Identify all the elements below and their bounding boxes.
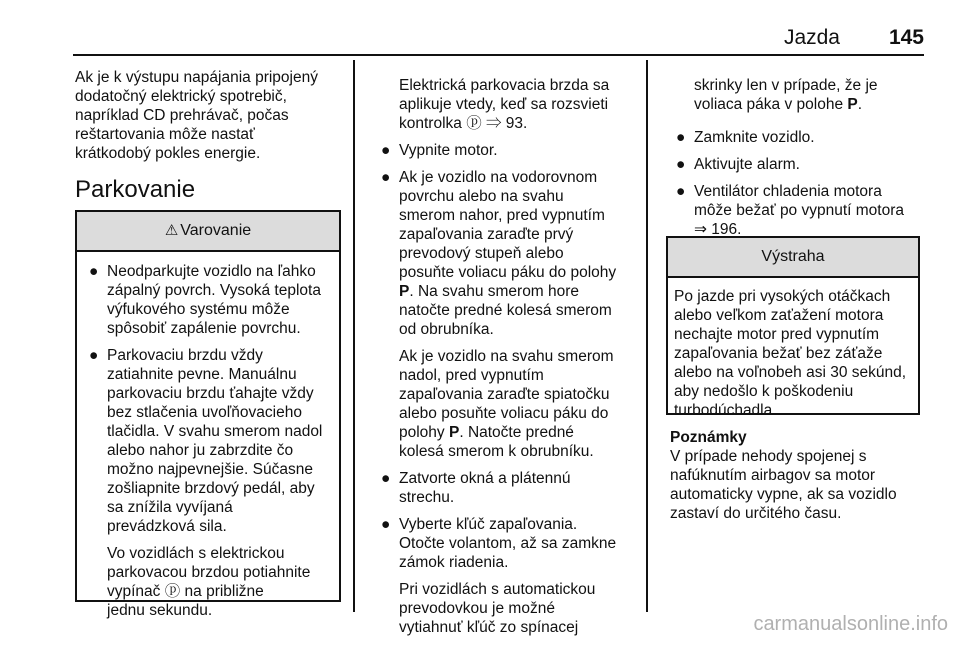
list-item-text: Zatvorte okná a plátennú strechu.	[399, 470, 571, 506]
bullet-text: Parkovaciu brzdu vždy zatiahnite pevne. Manuálnu parkovaciu brzdu ťahajte vždy bez stlačenia uvoľňovacieho tlačidla. V svahu smerom nadol alebo nahor ju zabrzdite čo možno najpevnejšie. Súčasne zošliapnite brzdový pedál, aby sa znížila vyvíjaná prevádzková sila.	[107, 347, 323, 535]
list-item-text: Ventilátor chladenia motora môže bežať po vypnutí motora ⇒ 196.	[694, 183, 905, 238]
warning-bullet	[83, 262, 333, 338]
col1-intro	[75, 68, 340, 171]
list-paragraph: Pri vozidlách s automatickou prevodovkou je možné vytiahnuť kľúč zo spínacej	[399, 581, 596, 636]
warning-box	[75, 210, 341, 619]
chapter-title: Jazda	[783, 26, 840, 49]
bullet-dot: ●	[89, 263, 99, 280]
col3	[670, 76, 920, 247]
list-item	[375, 515, 627, 572]
list-item-text: Zamknite vozidlo.	[694, 129, 815, 146]
warning-title: Varovanie	[180, 222, 252, 239]
list-item-text: Vypnite motor.	[399, 142, 498, 159]
column-divider	[646, 60, 648, 612]
continued-paragraph: Elektrická parkovacia brzda sa aplikuje vtedy, keď sa rozsvieti kontrolka ⓟ ⇒ 93.	[399, 77, 610, 132]
header-rule	[73, 54, 924, 56]
list-item-text: Vyberte kľúč zapaľovania. Otočte volantom, až sa zamkne zámok riadenia.	[399, 516, 617, 571]
warning-bullet	[83, 346, 333, 536]
list-item	[375, 469, 627, 507]
list-item-text: Ak je vozidlo na vodorovnom povrchu alebo na svahu smerom nahor, pred vypnutím zapaľovania zaraďte prvý prevodový stupeň alebo posuňte voliacu páku do polohy P. Na svahu smerom hore natočte predné kolesá smerom od obrubníka.	[399, 169, 617, 338]
notice-header: Výstraha	[668, 238, 918, 278]
note-block	[670, 428, 920, 523]
bullet-dot: ●	[89, 347, 99, 364]
bullet-dot: ●	[381, 470, 391, 487]
page-header	[73, 24, 924, 52]
list-paragraph: Ak je vozidlo na svahu smerom nadol, pred vypnutím zapaľovania zaraďte spiatočku alebo posuňte voliacu páku do polohy P. Natočte predné kolesá smerom k obrubníku.	[399, 348, 614, 460]
notice-body: Po jazde pri vysokých otáčkach alebo veľkom zaťažení motora nechajte motor pred vypnutím zapaľovania bežať bez záťaže alebo na voľnobeh asi 30 sekúnd, aby nedošlo k poškodeniu turbodúchadla.	[674, 288, 907, 419]
bullet-dot: ●	[381, 169, 391, 186]
list-item	[670, 182, 920, 239]
note-title: Poznámky	[670, 429, 747, 446]
continued-paragraph: skrinky len v prípade, že je voliaca páka v polohe P.	[694, 77, 878, 113]
bullet-dot: ●	[676, 183, 686, 200]
bullet-dot: ●	[381, 516, 391, 533]
bullet-dot: ●	[676, 129, 686, 146]
bullet-text: Neodparkujte vozidlo na ľahko zápalný povrch. Vysoká teplota výfukového systému môže spôsobiť zapálenie povrchu.	[107, 263, 321, 337]
watermark: carmanualsonline.info	[753, 613, 948, 635]
list-item	[670, 155, 920, 174]
notice-box	[666, 236, 920, 419]
bullet-dot: ●	[676, 156, 686, 173]
list-item	[375, 141, 627, 160]
warning-icon: ⚠	[164, 222, 179, 239]
section-heading-parkovanie: Parkovanie	[75, 176, 196, 203]
list-item	[375, 168, 627, 339]
col2	[375, 76, 627, 645]
page-number: 145	[888, 26, 924, 49]
bullet-dot: ●	[381, 142, 391, 159]
column-divider	[353, 60, 355, 612]
intro-paragraph: Ak je k výstupu napájania pripojený dodatočný elektrický spotrebič, napríklad CD prehrávač, počas reštartovania môže nastať krátkodobý pokles energie.	[75, 69, 318, 162]
list-item	[670, 128, 920, 147]
list-item-text: Aktivujte alarm.	[694, 156, 800, 173]
note-body: V prípade nehody spojenej s nafúknutím airbagov sa motor automaticky vypne, ak sa vozidlo zastaví do určitého času.	[670, 448, 897, 522]
warning-header	[77, 212, 339, 252]
warning-paragraph: Vo vozidlách s elektrickou parkovacou brzdou potiahnite vypínač ⓟ na približne jednu sekundu.	[107, 545, 311, 619]
